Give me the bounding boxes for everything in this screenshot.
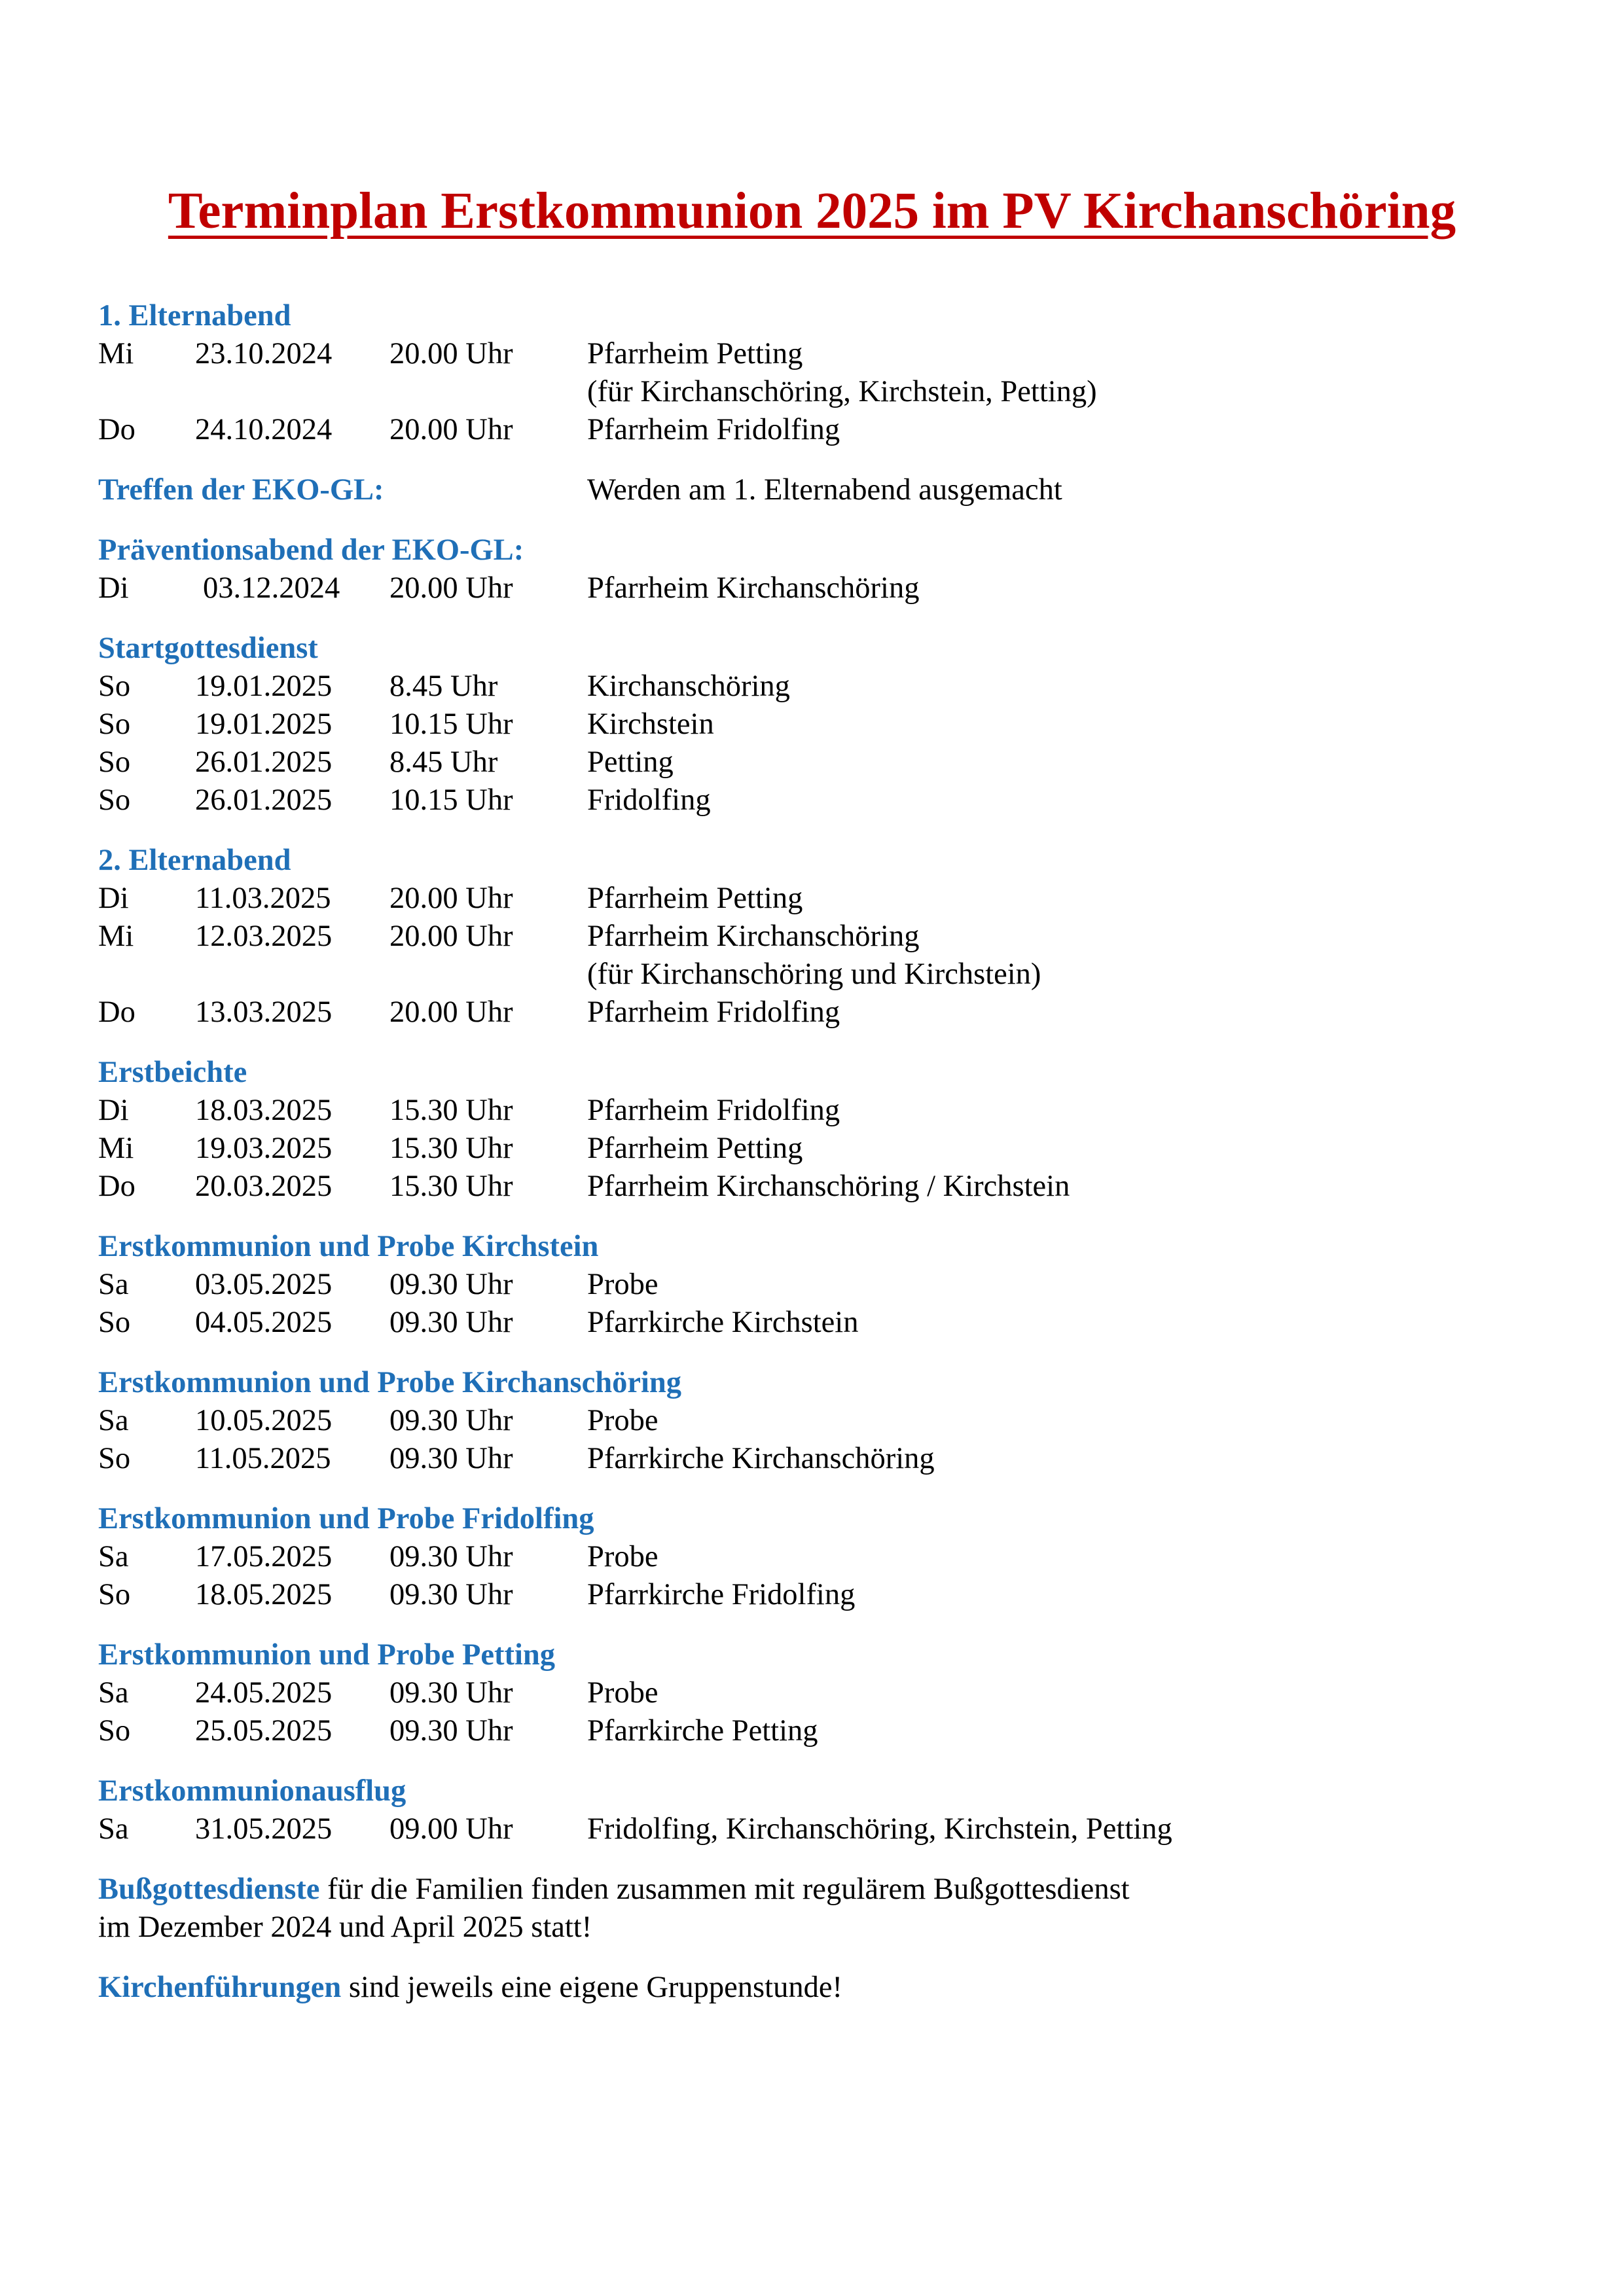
day: Di: [98, 1094, 129, 1127]
time: 09.30 Uhr: [389, 1578, 513, 1611]
day: Do: [98, 413, 135, 446]
place: Pfarrkirche Petting: [587, 1714, 818, 1748]
section-heading: Erstkommunion und Probe Petting: [98, 1638, 556, 1672]
date: 11.03.2025: [195, 882, 331, 915]
time: 15.30 Uhr: [389, 1132, 513, 1165]
day: Sa: [98, 1404, 129, 1437]
place: Petting: [587, 745, 674, 779]
time: 20.00 Uhr: [389, 337, 513, 370]
section-heading: Startgottesdienst: [98, 632, 318, 665]
section-elternabend-1: [98, 297, 1538, 449]
section-heading: Erstkommunion und Probe Fridolfing: [98, 1502, 594, 1535]
day: Sa: [98, 1676, 129, 1710]
place: Probe: [587, 1404, 659, 1437]
place: Pfarrheim Kirchanschöring / Kirchstein: [587, 1170, 1070, 1203]
time: 10.15 Uhr: [389, 708, 513, 741]
date: 17.05.2025: [195, 1540, 333, 1573]
table-row: [98, 1092, 1538, 1130]
time: 09.30 Uhr: [389, 1442, 513, 1475]
para-lead: Bußgottesdienste: [98, 1873, 320, 1906]
time: 09.30 Uhr: [389, 1714, 513, 1748]
table-row: [98, 1130, 1538, 1168]
time: 20.00 Uhr: [389, 571, 513, 605]
para-line: im Dezember 2024 und April 2025 statt!: [98, 1910, 592, 1944]
place: Pfarrheim Kirchanschöring: [587, 571, 920, 605]
time: 09.30 Uhr: [389, 1404, 513, 1437]
time: 20.00 Uhr: [389, 996, 513, 1029]
date: 11.05.2025: [195, 1442, 331, 1475]
place: Pfarrheim Petting: [587, 882, 803, 915]
place: Pfarrkirche Kirchstein: [587, 1306, 859, 1339]
place: Pfarrheim Petting: [587, 337, 803, 370]
table-row: [98, 918, 1538, 956]
time: 8.45 Uhr: [389, 670, 498, 703]
section-text: Werden am 1. Elternabend ausgemacht: [587, 473, 1062, 507]
section-heading: Erstkommunion und Probe Kirchanschöring: [98, 1366, 681, 1399]
time: 09.30 Uhr: [389, 1268, 513, 1301]
time: 20.00 Uhr: [389, 413, 513, 446]
section-heading: Präventionsabend der EKO-GL:: [98, 533, 524, 567]
date: 18.03.2025: [195, 1094, 333, 1127]
section-heading: 2. Elternabend: [98, 844, 291, 877]
note-bussgottesdienste: [98, 1871, 1538, 1946]
section-heading: 1. Elternabend: [98, 299, 291, 332]
date: 19.01.2025: [195, 670, 333, 703]
date: 10.05.2025: [195, 1404, 333, 1437]
date: 12.03.2025: [195, 920, 333, 953]
table-row: [98, 706, 1538, 744]
section-heading: Erstkommunionausflug: [98, 1774, 406, 1808]
para-line: [98, 1871, 1538, 1909]
table-row: [98, 1674, 1538, 1712]
day: So: [98, 1306, 131, 1339]
table-row: [98, 569, 1538, 607]
table-row: [98, 1576, 1538, 1614]
date: 24.05.2025: [195, 1676, 333, 1710]
day: So: [98, 783, 131, 817]
table-row: [98, 1712, 1538, 1750]
day: So: [98, 745, 131, 779]
time: 15.30 Uhr: [389, 1094, 513, 1127]
day: So: [98, 670, 131, 703]
para-lead: Kirchenführungen: [98, 1971, 342, 2004]
section-elternabend-2: [98, 842, 1538, 1031]
date: 19.01.2025: [195, 708, 333, 741]
section-ek-petting: [98, 1636, 1538, 1750]
day: Mi: [98, 337, 134, 370]
date: 13.03.2025: [195, 996, 333, 1029]
day: So: [98, 1578, 131, 1611]
para-line: [98, 1969, 1538, 2007]
day: Sa: [98, 1268, 129, 1301]
date: 18.05.2025: [195, 1578, 333, 1611]
section-treffen: [98, 471, 1538, 509]
place: Kirchanschöring: [587, 670, 790, 703]
day: Do: [98, 996, 135, 1029]
day: Di: [98, 882, 129, 915]
table-row: [98, 1266, 1538, 1304]
table-row: [98, 668, 1538, 706]
table-row: [98, 1168, 1538, 1206]
date: 19.03.2025: [195, 1132, 333, 1165]
table-row: [98, 1538, 1538, 1576]
place: Probe: [587, 1676, 659, 1710]
place: Pfarrheim Fridolfing: [587, 1094, 840, 1127]
day: So: [98, 708, 131, 741]
date: 26.01.2025: [195, 783, 333, 817]
section-startgottesdienst: [98, 630, 1538, 819]
time: 10.15 Uhr: [389, 783, 513, 817]
place: Pfarrheim Kirchanschöring: [587, 920, 920, 953]
time: 09.30 Uhr: [389, 1676, 513, 1710]
place-note: (für Kirchanschöring, Kirchstein, Petting): [587, 375, 1097, 408]
section-heading: Treffen der EKO-GL:: [98, 473, 384, 507]
place: Kirchstein: [587, 708, 714, 741]
place-note: (für Kirchanschöring und Kirchstein): [587, 958, 1041, 991]
date: 24.10.2024: [195, 413, 333, 446]
time: 20.00 Uhr: [389, 920, 513, 953]
day: Mi: [98, 920, 134, 953]
section-ek-fridolfing: [98, 1500, 1538, 1614]
day: Mi: [98, 1132, 134, 1165]
place: Pfarrkirche Kirchanschöring: [587, 1442, 935, 1475]
day: Sa: [98, 1812, 129, 1846]
table-row: [98, 781, 1538, 819]
date: 03.12.2024: [203, 571, 340, 605]
time: 09.00 Uhr: [389, 1812, 513, 1846]
page-title: Terminplan Erstkommunion 2025 im PV Kirchanschöring: [168, 183, 1456, 240]
day: Di: [98, 571, 129, 605]
section-ek-kirchstein: [98, 1228, 1538, 1342]
date: 20.03.2025: [195, 1170, 333, 1203]
section-praevention: [98, 531, 1538, 607]
table-row: [98, 744, 1538, 781]
inline-heading-row: [98, 471, 1538, 509]
date: 04.05.2025: [195, 1306, 333, 1339]
section-heading: Erstkommunion und Probe Kirchstein: [98, 1230, 599, 1263]
place: Probe: [587, 1268, 659, 1301]
time: 15.30 Uhr: [389, 1170, 513, 1203]
section-ek-kirchanschoering: [98, 1364, 1538, 1478]
table-row: [98, 1810, 1538, 1848]
section-ausflug: [98, 1772, 1538, 1848]
table-row: [98, 1402, 1538, 1440]
schedule: [98, 297, 1538, 2029]
para-text: für die Familien finden zusammen mit regulärem Bußgottesdienst: [319, 1873, 1130, 1906]
time: 8.45 Uhr: [389, 745, 498, 779]
table-row: [98, 994, 1538, 1031]
day: Sa: [98, 1540, 129, 1573]
date: 26.01.2025: [195, 745, 333, 779]
place: Pfarrheim Petting: [587, 1132, 803, 1165]
para-text: sind jeweils eine eigene Gruppenstunde!: [341, 1971, 842, 2004]
section-erstbeichte: [98, 1054, 1538, 1206]
day: So: [98, 1442, 131, 1475]
place: Pfarrheim Fridolfing: [587, 996, 840, 1029]
place: Pfarrheim Fridolfing: [587, 413, 840, 446]
day: So: [98, 1714, 131, 1748]
table-row: [98, 1440, 1538, 1478]
table-row: [98, 1304, 1538, 1342]
time: 09.30 Uhr: [389, 1306, 513, 1339]
section-heading: Erstbeichte: [98, 1056, 247, 1089]
time: 09.30 Uhr: [389, 1540, 513, 1573]
day: Do: [98, 1170, 135, 1203]
date: 31.05.2025: [195, 1812, 333, 1846]
table-row: [98, 880, 1538, 918]
note-kirchenfuehrungen: [98, 1969, 1538, 2007]
table-row: [98, 335, 1538, 373]
place: Fridolfing, Kirchanschöring, Kirchstein, Petting: [587, 1812, 1172, 1846]
date: 03.05.2025: [195, 1268, 333, 1301]
place: Probe: [587, 1540, 659, 1573]
date: 23.10.2024: [195, 337, 333, 370]
place: Pfarrkirche Fridolfing: [587, 1578, 856, 1611]
date: 25.05.2025: [195, 1714, 333, 1748]
time: 20.00 Uhr: [389, 882, 513, 915]
place: Fridolfing: [587, 783, 711, 817]
table-row: [98, 411, 1538, 449]
